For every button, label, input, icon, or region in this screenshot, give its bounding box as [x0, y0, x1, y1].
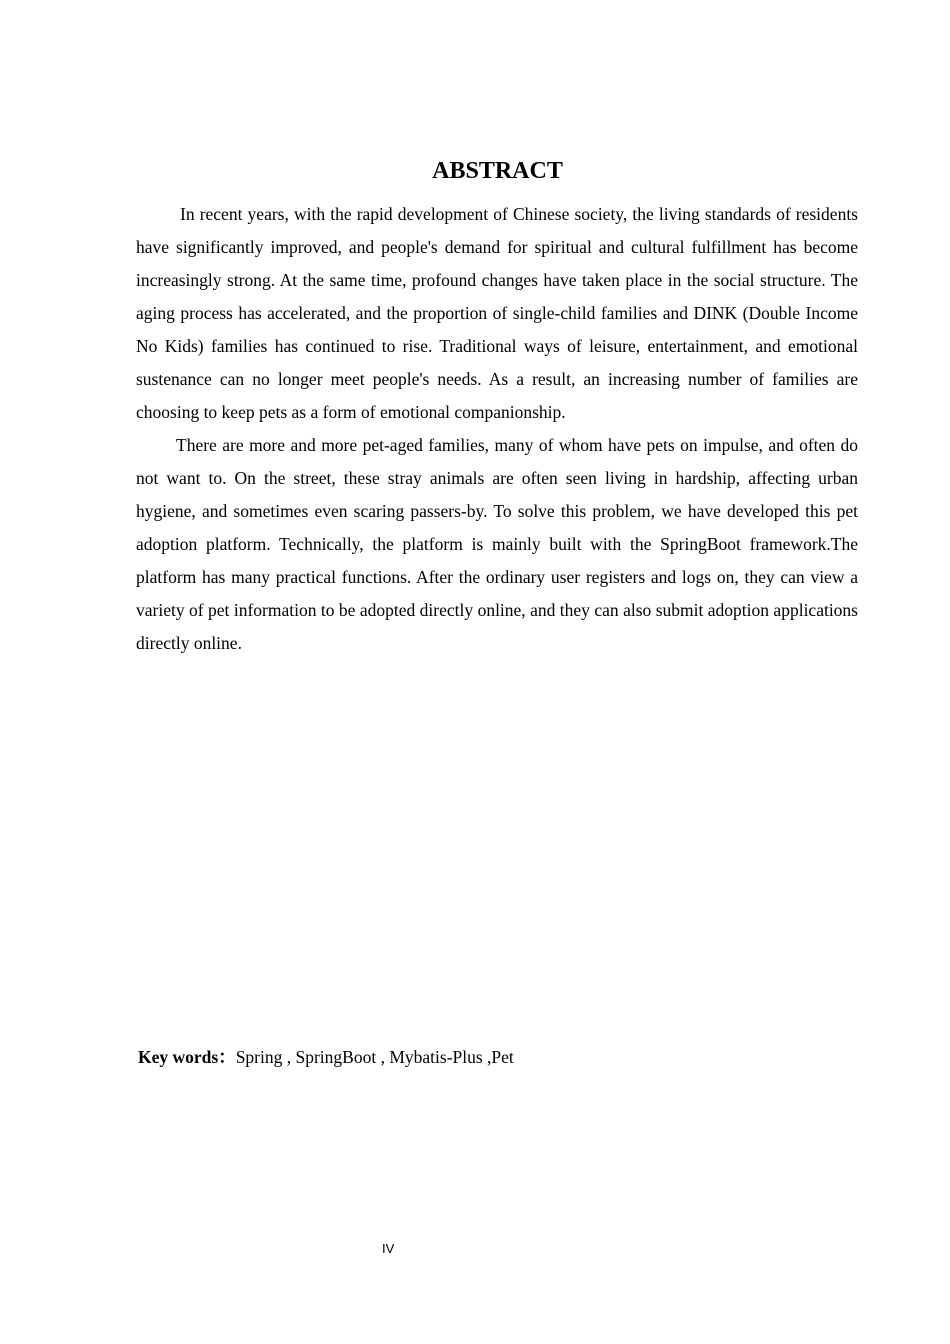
- page-number: IV: [382, 1241, 395, 1256]
- paragraph-2: There are more and more pet-aged families, many of whom have pets on impulse, and often do not want to. On the street, these stray animals are often seen living in hardship, affecting urban hygiene, and sometimes even scaring passers-by. To solve this problem, we have developed this pet adoption platform. Technically, the platform is mainly built with the SpringBoot framework.The platform has many practical functions. After the ordinary user registers and logs on, they can view a variety of pet information to be adopted directly online, and they can also submit adoption applications directly online.: [136, 435, 858, 653]
- keywords-label: Key words：: [138, 1047, 236, 1067]
- keywords: [138, 1044, 514, 1069]
- abstract-body: [136, 198, 858, 660]
- keywords-list: Spring , SpringBoot , Mybatis-Plus ,Pet: [235, 1047, 514, 1067]
- paragraph-1: In recent years, with the rapid development of Chinese society, the living standards of residents have significantly improved, and people's demand for spiritual and cultural fulfillment has become increasingly strong. At the same time, profound changes have taken place in the social structure. The aging process has accelerated, and the proportion of single-child families and DINK (Double Income No Kids) families has continued to rise. Traditional ways of leisure, entertainment, and emotional sustenance can no longer meet people's needs. As a result, an increasing number of families are choosing to keep pets as a form of emotional companionship.: [136, 204, 858, 422]
- abstract-title: ABSTRACT: [432, 158, 563, 184]
